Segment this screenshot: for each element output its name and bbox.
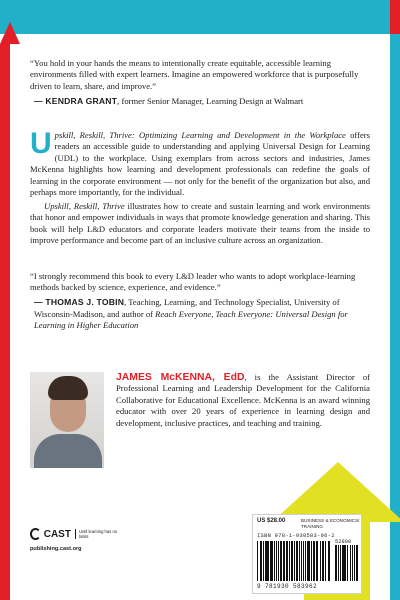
barcode-bar — [305, 541, 306, 581]
description-paragraph-2 — [30, 201, 370, 247]
cast-tagline: Until learning has no limits — [75, 529, 120, 539]
drop-cap: U — [30, 126, 52, 160]
barcode-bar — [257, 541, 258, 581]
barcode-bar — [263, 541, 264, 581]
barcode-bar — [292, 541, 293, 581]
price-label: US $28.00 — [257, 518, 286, 524]
endorser-book-title: Reach Everyone, Teach Everyone: Universal Design for Learning in Higher Education — [34, 308, 348, 331]
endorsement-quote-2 — [30, 271, 370, 294]
endorsement-quote-1 — [30, 58, 370, 92]
description-p2-text: illustrates how to create and sustain learning and work environments that honor and empower individuals in ways that promote knowledge generation and sharing. This book will help L&D educators and corporate leaders motivate their teams from the inside to improve performance and become part of an inclusive culture across an organization. — [30, 200, 370, 246]
yellow-up-arrow-icon — [272, 462, 400, 522]
barcode-bar — [267, 541, 268, 581]
author-bio — [116, 372, 370, 429]
price-addon-number: 52800 — [335, 539, 352, 545]
top-color-band — [0, 0, 400, 34]
endorsement-attribution-2 — [30, 297, 370, 331]
bisac-category: BUSINESS & ECONOMICS/ TRAINING — [301, 518, 360, 529]
barcode-bar — [323, 541, 324, 581]
endorsement-attribution-1 — [30, 96, 370, 107]
barcode-bar — [356, 545, 358, 581]
barcode-bar — [317, 541, 318, 581]
barcode-bar — [354, 545, 355, 581]
barcode-bar — [294, 541, 295, 581]
isbn-text: ISBN 978-1-930583-96-2 — [257, 533, 335, 539]
book-description — [30, 126, 370, 247]
barcode-bar — [350, 545, 352, 581]
addon-barcode — [335, 545, 359, 581]
barcode-bar — [281, 541, 282, 581]
barcode-bar — [287, 541, 288, 581]
back-cover-text — [30, 58, 370, 332]
book-title-italic: pskill, Reskill, Thrive: Optimizing Learning and Development in the Workplace — [54, 129, 346, 140]
top-right-red-accent — [390, 0, 400, 34]
barcode-bar — [309, 541, 310, 581]
cast-logo-icon — [30, 528, 41, 540]
barcode-bar — [261, 541, 262, 581]
author-bio-text: , is the Assistant Director of Professional Learning and Leadership Development for the California Collaborative for Educational Excellence. McKenna is an award winning educator with over 20 years of experience in learning design and development, inclusive practices, and teaching and training. — [116, 372, 371, 428]
cast-logo — [30, 528, 120, 540]
barcode-bar — [338, 545, 340, 581]
barcode-bar — [345, 545, 346, 581]
author-name: JAMES McKENNA, EdD — [116, 372, 245, 383]
barcode-bar — [278, 541, 279, 581]
left-red-stripe — [0, 44, 10, 600]
barcode-panel — [252, 514, 362, 594]
description-p1-text: offers readers an accessible guide to understanding and applying Universal Design for Learning (UDL) to the workplace. Using exemplars from across sectors and industries, James McKenna highlights how learning and development professionals can redefine the goals of learning in the corporate environment — not only for the benefit of the organization but also, and perhaps more importantly, for the individual. — [30, 129, 370, 198]
description-paragraph-1 — [30, 126, 370, 199]
book-title-short: Upskill, Reskill, Thrive — [44, 200, 125, 211]
barcode-bar — [329, 541, 330, 581]
barcode-bar — [283, 541, 284, 581]
barcode-bar — [320, 541, 321, 581]
endorser-role-1: , former Senior Manager, Learning Design at Walmart — [117, 96, 304, 107]
ean-barcode — [257, 541, 331, 581]
author-photo — [30, 372, 104, 468]
barcode-bar — [325, 541, 326, 581]
barcode-bar — [347, 545, 348, 581]
barcode-number: 9 781930 583962 — [257, 583, 318, 590]
barcode-bar — [299, 541, 300, 581]
publisher-url: publishing.cast.org — [30, 546, 82, 552]
quote-2-text: “I strongly recommend this book to every L&D leader who wants to adopt workplace-learning methods backed by science, experience, and evidence.” — [30, 270, 356, 293]
barcode-bar — [276, 541, 277, 581]
publisher-block — [30, 528, 120, 552]
endorser-name-2: — THOMAS J. TOBIN — [34, 297, 125, 308]
red-up-arrow-icon — [0, 22, 20, 44]
quote-1-text: “You hold in your hands the means to intentionally create equitable, accessible learning environments filled with expert learners. Imagine an empowered workforce that is purposefully driven to learn, share, and improve.” — [30, 58, 359, 91]
endorser-name-1: — KENDRA GRANT — [34, 96, 118, 107]
cast-logo-text: CAST — [43, 528, 71, 540]
barcode-bar — [303, 541, 304, 581]
endorser-role-2: , Teaching, Learning, and Technology Specialist, University of Wisconsin-Madison, and author of — [34, 297, 340, 319]
